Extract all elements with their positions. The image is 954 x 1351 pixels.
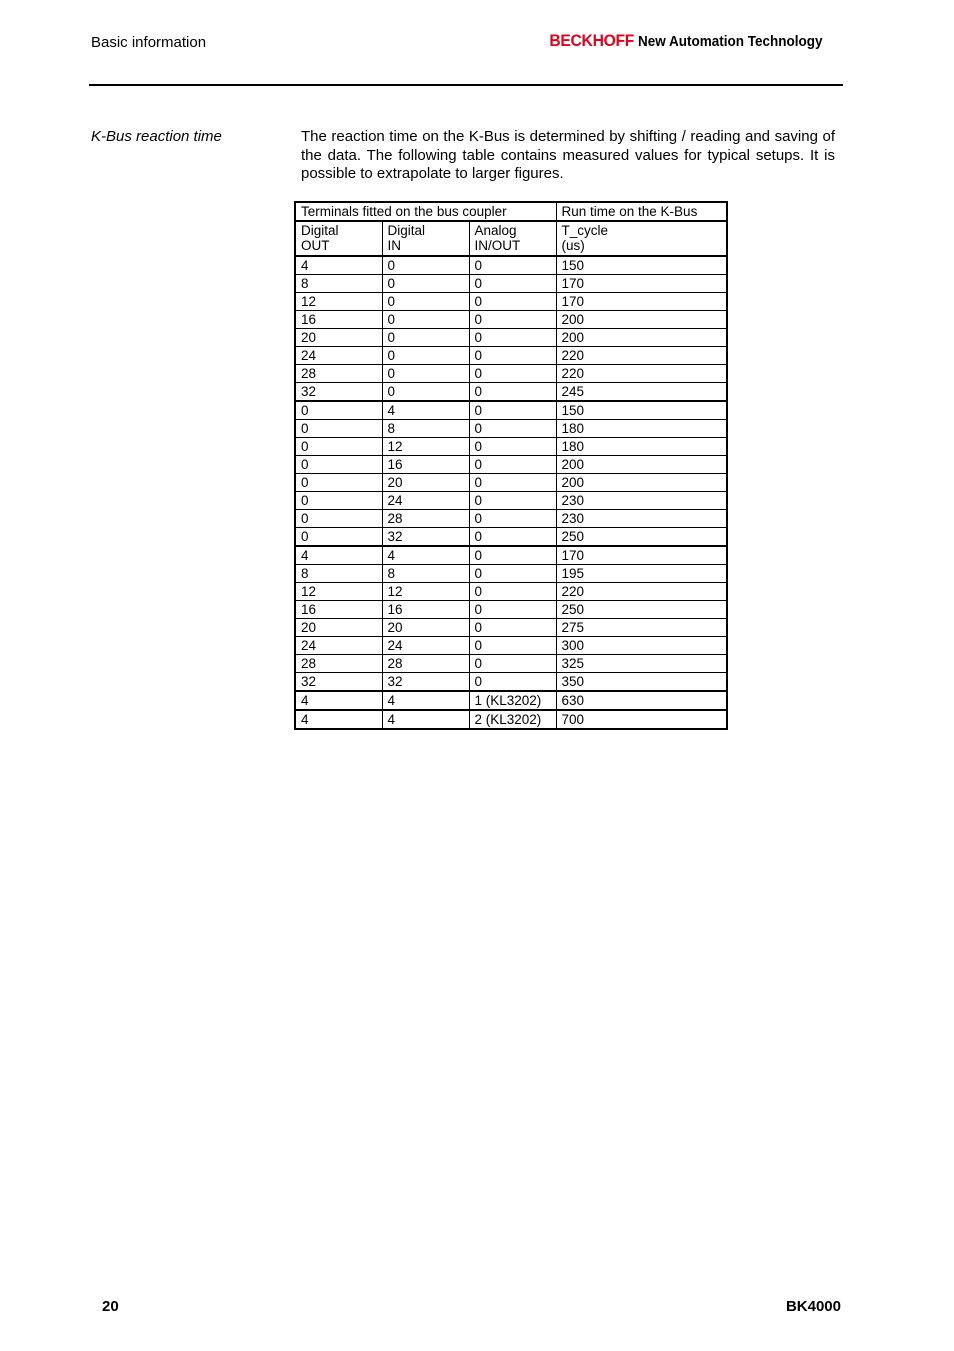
cell-digital-out: 0 xyxy=(295,456,382,474)
cell-analog: 0 xyxy=(469,365,556,383)
cell-digital-out: 4 xyxy=(295,256,382,275)
cell-digital-in: 4 xyxy=(382,710,469,729)
table-row xyxy=(295,311,727,329)
cell-digital-out: 28 xyxy=(295,365,382,383)
cell-digital-out: 12 xyxy=(295,583,382,601)
kbus-timing-table xyxy=(294,201,728,730)
table-row xyxy=(295,619,727,637)
cell-digital-in: 0 xyxy=(382,293,469,311)
cell-analog: 0 xyxy=(469,456,556,474)
cell-digital-in: 4 xyxy=(382,691,469,710)
cell-tcycle: 250 xyxy=(556,601,727,619)
cell-digital-out: 24 xyxy=(295,637,382,655)
cell-digital-out: 20 xyxy=(295,329,382,347)
cell-tcycle: 180 xyxy=(556,420,727,438)
cell-analog: 0 xyxy=(469,601,556,619)
cell-digital-out: 0 xyxy=(295,420,382,438)
cell-digital-out: 4 xyxy=(295,546,382,565)
cell-digital-in: 8 xyxy=(382,420,469,438)
cell-analog: 0 xyxy=(469,655,556,673)
cell-tcycle: 200 xyxy=(556,329,727,347)
cell-analog: 0 xyxy=(469,293,556,311)
table-group-header-row xyxy=(295,202,727,221)
cell-digital-out: 16 xyxy=(295,601,382,619)
cell-digital-in: 12 xyxy=(382,438,469,456)
cell-analog: 0 xyxy=(469,546,556,565)
column-header-digital-out: Digital OUT xyxy=(295,221,382,256)
table-row xyxy=(295,637,727,655)
table-row xyxy=(295,691,727,710)
table-row xyxy=(295,710,727,729)
group-header-runtime: Run time on the K-Bus xyxy=(556,202,727,221)
section-label: K-Bus reaction time xyxy=(91,128,222,145)
table-row xyxy=(295,565,727,583)
table-row xyxy=(295,601,727,619)
table-row xyxy=(295,293,727,311)
cell-digital-out: 4 xyxy=(295,710,382,729)
cell-digital-out: 12 xyxy=(295,293,382,311)
cell-digital-out: 24 xyxy=(295,347,382,365)
cell-digital-in: 28 xyxy=(382,510,469,528)
table-row xyxy=(295,275,727,293)
cell-digital-out: 8 xyxy=(295,275,382,293)
cell-tcycle: 200 xyxy=(556,311,727,329)
cell-digital-out: 28 xyxy=(295,655,382,673)
table-column-header-row xyxy=(295,221,727,256)
cell-analog: 0 xyxy=(469,583,556,601)
cell-tcycle: 150 xyxy=(556,401,727,420)
cell-digital-out: 0 xyxy=(295,438,382,456)
cell-digital-in: 0 xyxy=(382,329,469,347)
cell-tcycle: 170 xyxy=(556,293,727,311)
cell-analog: 0 xyxy=(469,383,556,402)
product-name: BK4000 xyxy=(785,1298,841,1315)
table-row xyxy=(295,420,727,438)
cell-tcycle: 200 xyxy=(556,456,727,474)
cell-digital-out: 0 xyxy=(295,528,382,547)
table-row xyxy=(295,492,727,510)
cell-analog: 0 xyxy=(469,275,556,293)
brand-tagline: New Automation Technology xyxy=(638,33,823,50)
cell-digital-out: 8 xyxy=(295,565,382,583)
cell-tcycle: 300 xyxy=(556,637,727,655)
cell-digital-in: 4 xyxy=(382,546,469,565)
cell-analog: 0 xyxy=(469,256,556,275)
cell-analog: 0 xyxy=(469,329,556,347)
cell-tcycle: 170 xyxy=(556,546,727,565)
cell-analog: 0 xyxy=(469,565,556,583)
cell-digital-out: 20 xyxy=(295,619,382,637)
cell-tcycle: 250 xyxy=(556,528,727,547)
cell-tcycle: 700 xyxy=(556,710,727,729)
cell-digital-in: 0 xyxy=(382,347,469,365)
cell-digital-in: 32 xyxy=(382,673,469,692)
cell-tcycle: 630 xyxy=(556,691,727,710)
cell-tcycle: 245 xyxy=(556,383,727,402)
cell-analog: 0 xyxy=(469,311,556,329)
cell-digital-in: 4 xyxy=(382,401,469,420)
table-row xyxy=(295,510,727,528)
cell-tcycle: 350 xyxy=(556,673,727,692)
cell-digital-out: 0 xyxy=(295,474,382,492)
cell-analog: 0 xyxy=(469,438,556,456)
cell-digital-in: 28 xyxy=(382,655,469,673)
cell-tcycle: 230 xyxy=(556,510,727,528)
cell-tcycle: 220 xyxy=(556,365,727,383)
cell-digital-in: 8 xyxy=(382,565,469,583)
cell-digital-in: 0 xyxy=(382,365,469,383)
cell-analog: 0 xyxy=(469,347,556,365)
cell-tcycle: 230 xyxy=(556,492,727,510)
cell-analog: 0 xyxy=(469,474,556,492)
cell-tcycle: 275 xyxy=(556,619,727,637)
table-row xyxy=(295,474,727,492)
cell-digital-out: 32 xyxy=(295,383,382,402)
cell-tcycle: 170 xyxy=(556,275,727,293)
cell-digital-in: 20 xyxy=(382,474,469,492)
table-row xyxy=(295,383,727,402)
cell-digital-in: 16 xyxy=(382,601,469,619)
cell-analog: 1 (KL3202) xyxy=(469,691,556,710)
group-header-terminals: Terminals fitted on the bus coupler xyxy=(295,202,556,221)
table-row xyxy=(295,365,727,383)
column-header-tcycle: T_cycle (us) xyxy=(556,221,727,256)
intro-paragraph: The reaction time on the K-Bus is determined by shifting / reading and saving of the data. The following table contains measured values for typical setups. It is possible to extrapolate to larger figures. xyxy=(301,128,835,182)
cell-digital-out: 0 xyxy=(295,510,382,528)
cell-tcycle: 220 xyxy=(556,583,727,601)
table-row xyxy=(295,438,727,456)
cell-digital-in: 24 xyxy=(382,637,469,655)
cell-analog: 2 (KL3202) xyxy=(469,710,556,729)
table-row xyxy=(295,456,727,474)
cell-tcycle: 325 xyxy=(556,655,727,673)
brand-logo xyxy=(542,31,843,51)
table-row xyxy=(295,528,727,547)
cell-digital-in: 16 xyxy=(382,456,469,474)
cell-tcycle: 150 xyxy=(556,256,727,275)
cell-analog: 0 xyxy=(469,510,556,528)
table-row xyxy=(295,673,727,692)
cell-digital-in: 0 xyxy=(382,275,469,293)
cell-digital-out: 0 xyxy=(295,401,382,420)
table-row xyxy=(295,329,727,347)
column-header-analog: Analog IN/OUT xyxy=(469,221,556,256)
cell-analog: 0 xyxy=(469,619,556,637)
cell-digital-out: 0 xyxy=(295,492,382,510)
cell-digital-out: 4 xyxy=(295,691,382,710)
cell-tcycle: 180 xyxy=(556,438,727,456)
column-header-digital-in: Digital IN xyxy=(382,221,469,256)
table-row xyxy=(295,256,727,275)
cell-digital-in: 20 xyxy=(382,619,469,637)
table-row xyxy=(295,583,727,601)
table-row xyxy=(295,401,727,420)
cell-digital-in: 0 xyxy=(382,311,469,329)
cell-analog: 0 xyxy=(469,401,556,420)
table-row xyxy=(295,546,727,565)
cell-analog: 0 xyxy=(469,528,556,547)
page-number: 20 xyxy=(102,1298,119,1315)
cell-digital-in: 0 xyxy=(382,256,469,275)
cell-tcycle: 200 xyxy=(556,474,727,492)
header-divider xyxy=(89,84,843,86)
cell-analog: 0 xyxy=(469,492,556,510)
table-row xyxy=(295,347,727,365)
header-section-title: Basic information xyxy=(91,34,207,51)
brand-logo-text: BECKHOFF xyxy=(549,31,634,50)
cell-tcycle: 195 xyxy=(556,565,727,583)
cell-digital-out: 32 xyxy=(295,673,382,692)
cell-digital-in: 0 xyxy=(382,383,469,402)
cell-digital-out: 16 xyxy=(295,311,382,329)
table-row xyxy=(295,655,727,673)
cell-analog: 0 xyxy=(469,420,556,438)
cell-analog: 0 xyxy=(469,673,556,692)
cell-analog: 0 xyxy=(469,637,556,655)
cell-tcycle: 220 xyxy=(556,347,727,365)
cell-digital-in: 12 xyxy=(382,583,469,601)
cell-digital-in: 32 xyxy=(382,528,469,547)
cell-digital-in: 24 xyxy=(382,492,469,510)
